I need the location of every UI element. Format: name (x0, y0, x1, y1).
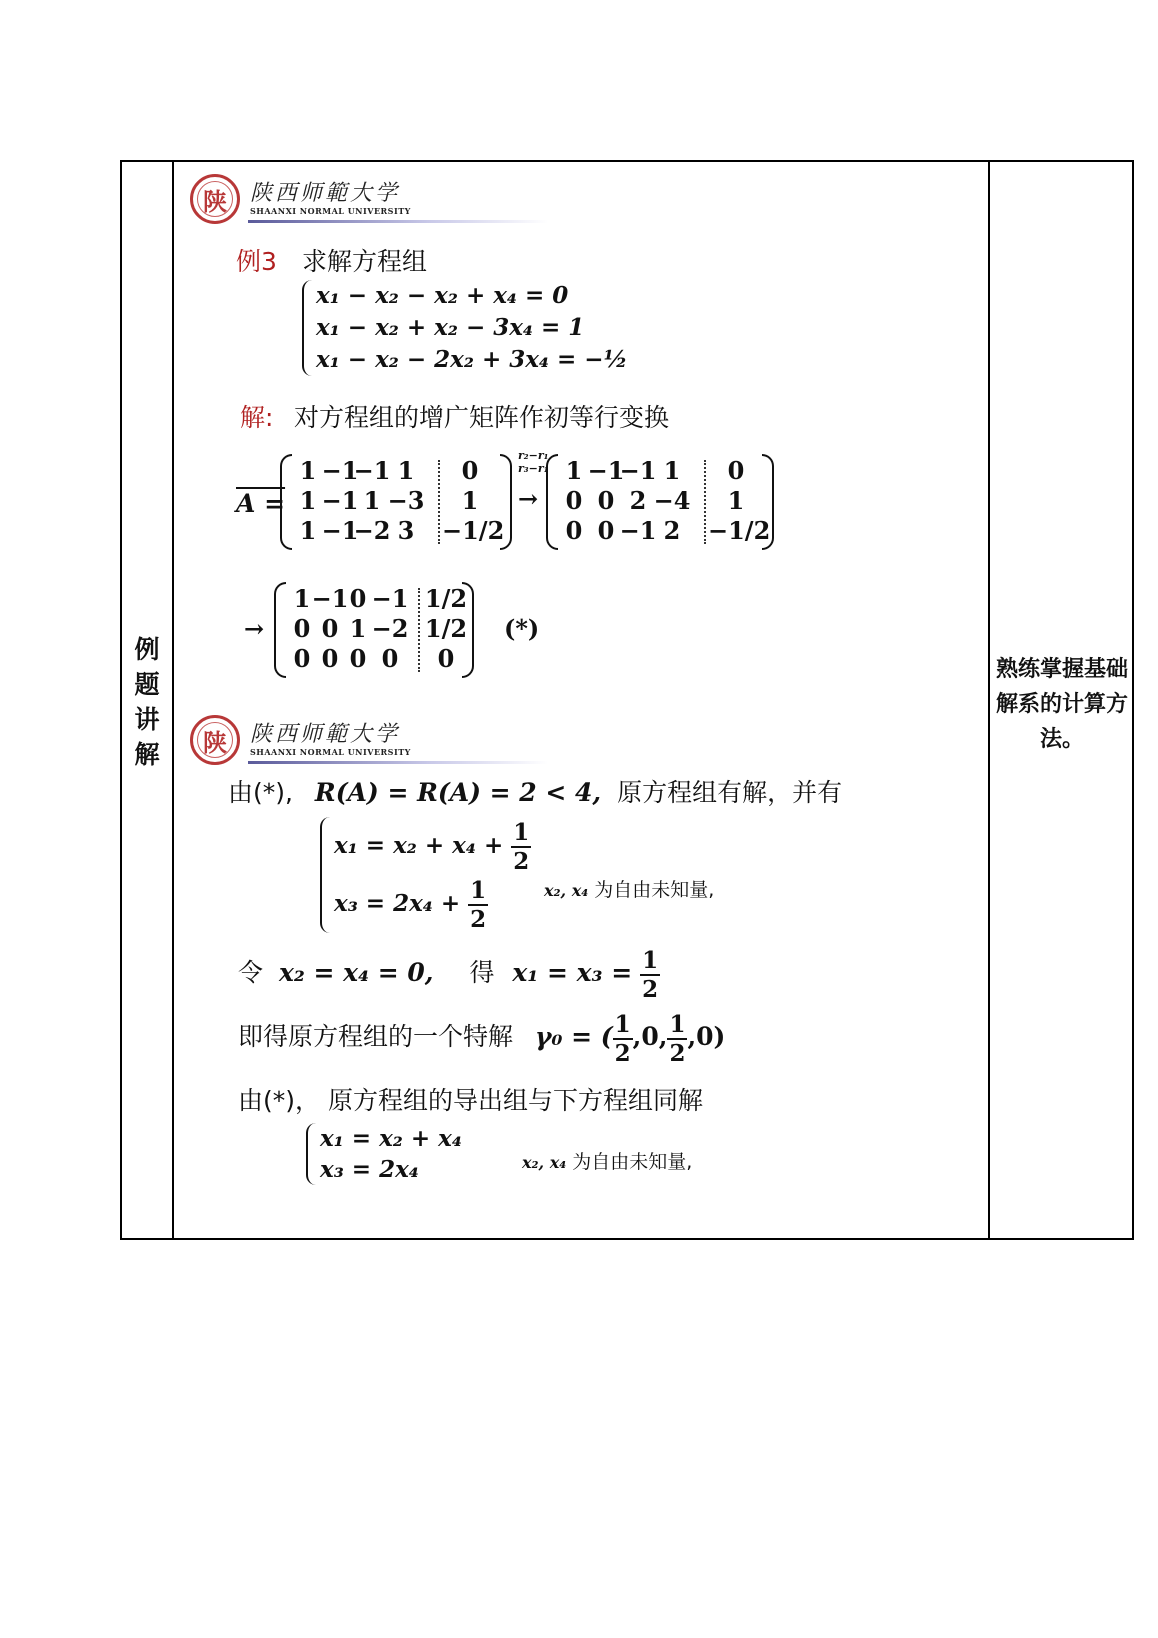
matrix-cell: 0 (293, 614, 311, 643)
university-name-cn: 陕西师範大学 (250, 722, 401, 747)
example-title: 求解方程组 (302, 247, 428, 276)
matrix-cell: 0 (293, 644, 311, 673)
particular-solution-line: 即得原方程组的一个特解 γ₀ = ( $\frac{1}{2}$ ,0, $\frac{1}{2}$ ,0) (238, 1010, 726, 1067)
equation-row: x₁ − x₂ − x₂ + x₄ = 0 (316, 282, 569, 309)
augmented-matrix-a (280, 454, 512, 550)
matrix-cell: 0 (565, 486, 583, 515)
university-name-en: SHAANXI NORMAL UNIVERSITY (250, 747, 411, 757)
matrix-cell: −1 (311, 584, 349, 613)
matrix-cell: 0 (349, 584, 367, 613)
solution-tag: 解: (240, 403, 274, 432)
matrix-cell: −3 (387, 486, 425, 515)
matrix-cell: −2 (371, 614, 409, 643)
matrix-cell: 0 (437, 644, 455, 673)
free-variable-note: x₂, x₄ 为自由未知量, (544, 879, 715, 901)
matrix-cell: −1/2 (442, 516, 505, 545)
solution-row: x₃ = 2x₄ + $\frac{1}{2}$ (334, 877, 487, 933)
equation-row: x₁ − x₂ + x₂ − 3x₄ = 1 (316, 314, 585, 341)
brace-icon (306, 1123, 318, 1185)
row-op: r₃−r₁ (518, 462, 549, 475)
general-solution-system (320, 817, 531, 933)
matrix-cell: 0 (461, 456, 479, 485)
content-table (120, 160, 1134, 1240)
matrix-cell: 0 (381, 644, 399, 673)
section-label (122, 632, 172, 772)
matrix-cell: −1 (587, 456, 625, 485)
matrix-cell: 0 (597, 516, 615, 545)
matrix-cell: −4 (653, 486, 691, 515)
transform-arrow: → (244, 614, 265, 643)
matrix-cell: −1 (321, 456, 359, 485)
matrix-cell: 1/2 (424, 614, 468, 643)
brace-icon (302, 280, 314, 376)
matrix-cell: 1 (663, 456, 681, 485)
logo-underline (248, 761, 548, 764)
rank-equation: R(A) = R(A) = 2 < 4, (314, 778, 602, 807)
echelon-matrix (274, 582, 474, 678)
matrix-cell: 1 (299, 456, 317, 485)
solution-row: x₁ = x₂ + x₄ + $\frac{1}{2}$ (334, 819, 530, 875)
matrix-cell: 0 (321, 644, 339, 673)
transform-arrow: → (518, 484, 539, 513)
matrix-cell: 1 (727, 486, 745, 515)
university-logo (190, 715, 550, 777)
slide-solution (174, 707, 986, 1240)
matrix-cell: 1 (299, 516, 317, 545)
matrix-cell: 2 (629, 486, 647, 515)
homogeneous-row: x₁ = x₂ + x₄ (320, 1125, 462, 1152)
row-ops (518, 449, 548, 475)
matrix-cell: −2 (353, 516, 391, 545)
derived-system-line: 由(*)， 原方程组的导出组与下方程组同解 (238, 1086, 703, 1115)
rank-line (228, 773, 842, 809)
homogeneous-row: x₃ = 2x₄ (320, 1156, 419, 1183)
slide-example (174, 162, 986, 707)
augment-divider (704, 460, 706, 544)
matrix-cell: 1 (461, 486, 479, 515)
matrix-label: A = (236, 489, 286, 518)
free-variable-note: x₂, x₄ 为自由未知量, (522, 1151, 693, 1173)
university-seal-icon: 陕 (190, 715, 240, 765)
university-name-cn: 陕西师範大学 (250, 181, 401, 206)
matrix-cell: 1 (299, 486, 317, 515)
matrix-cell: 1 (565, 456, 583, 485)
matrix-cell: 1 (293, 584, 311, 613)
matrix-cell: 2 (663, 516, 681, 545)
brace-icon (320, 817, 332, 933)
section-label-char: 解 (134, 740, 160, 769)
matrix-cell: −1 (353, 456, 391, 485)
matrix-cell: 3 (397, 516, 415, 545)
equation-marker: (*) (504, 614, 540, 643)
matrix-cell: −1/2 (708, 516, 771, 545)
matrix-cell: 1/2 (424, 584, 468, 613)
rank-conclusion: 原方程组有解，并有 (617, 778, 843, 807)
section-label-char: 题 (134, 670, 160, 699)
augmented-matrix-b (546, 454, 774, 550)
matrix-cell: 0 (565, 516, 583, 545)
matrix-cell: −1 (619, 456, 657, 485)
row-op: r₂−r₁ (518, 449, 549, 462)
section-label-char: 讲 (134, 705, 160, 734)
matrix-cell: 0 (321, 614, 339, 643)
assignment-line: 令 x₂ = x₄ = 0, 得 x₁ = x₃ = $\frac{1}{2}$ (238, 946, 659, 1003)
teaching-goal-note: 熟练掌握基础解系的计算方法。 (995, 657, 1128, 752)
matrix-cell: 1 (397, 456, 415, 485)
matrix-cell: 1 (349, 614, 367, 643)
homogeneous-system (306, 1123, 462, 1185)
solution-text: 对方程组的增广矩阵作初等行变换 (294, 403, 670, 432)
matrix-cell: −1 (371, 584, 409, 613)
matrix-cell: 0 (727, 456, 745, 485)
section-label-char: 例 (134, 635, 160, 664)
matrix-cell: −1 (321, 516, 359, 545)
equation-row: x₁ − x₂ − 2x₂ + 3x₄ = −½ (316, 346, 628, 373)
logo-underline (248, 220, 548, 223)
matrix-cell: −1 (619, 516, 657, 545)
matrix-cell: 1 (363, 486, 381, 515)
university-logo (190, 174, 550, 236)
university-name-en: SHAANXI NORMAL UNIVERSITY (250, 206, 411, 216)
example-tag: 例3 (236, 247, 277, 276)
matrix-cell: 0 (597, 486, 615, 515)
equation-system (302, 280, 628, 376)
augment-divider (438, 460, 440, 544)
matrix-cell: −1 (321, 486, 359, 515)
matrix-cell: 0 (349, 644, 367, 673)
rank-prefix: 由(*), (228, 778, 293, 807)
university-seal-icon: 陕 (190, 174, 240, 224)
